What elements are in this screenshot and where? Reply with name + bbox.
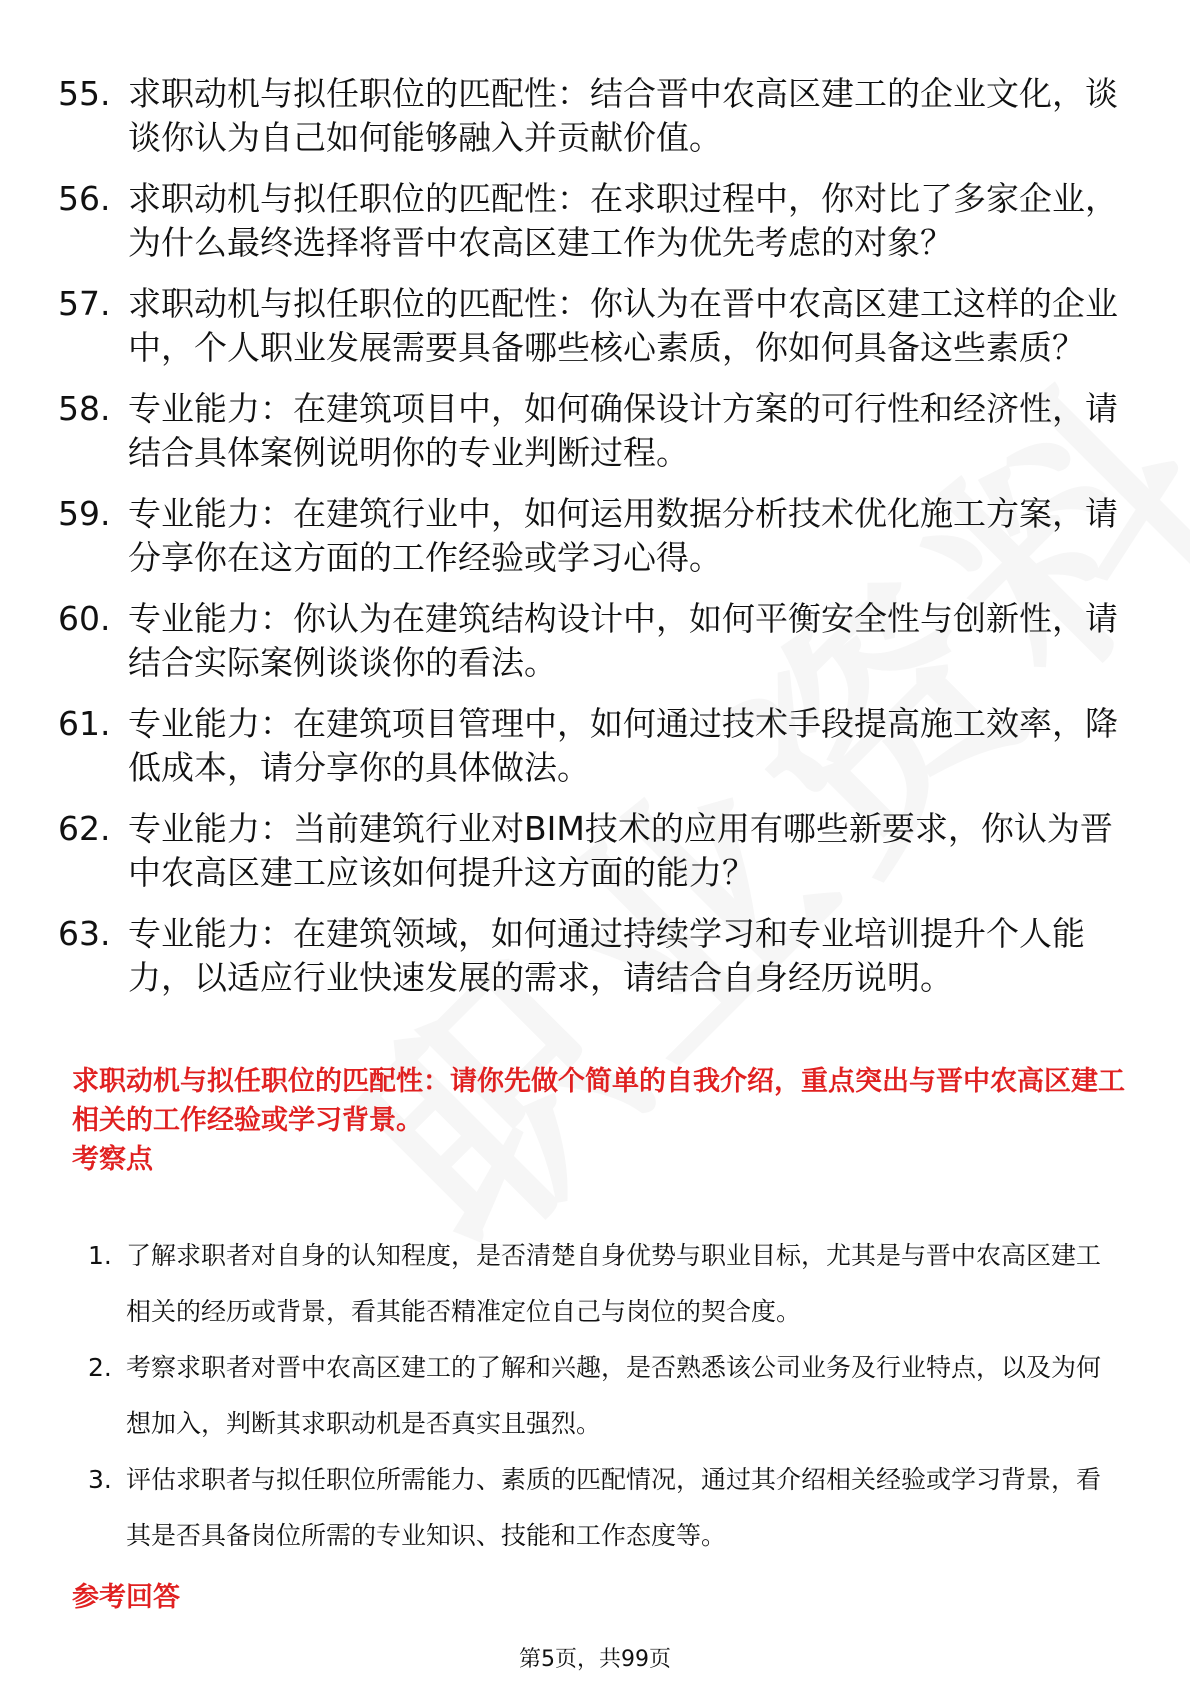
list-item <box>58 72 1118 160</box>
question-number: 56. <box>58 179 111 218</box>
exam-points-heading: 考察点 <box>72 1144 153 1175</box>
question-number: 59. <box>58 494 111 533</box>
question-text: 求职动机与拟任职位的匹配性：结合晋中农高区建工的企业文化，谈谈你认为自己如何能够融入并贡献价值。 <box>128 74 1118 157</box>
list-item <box>58 807 1118 895</box>
question-text: 专业能力：在建筑行业中，如何运用数据分析技术优化施工方案，请分享你在这方面的工作经验或学习心得。 <box>128 494 1118 577</box>
point-number: 1. <box>88 1241 112 1270</box>
point-number: 3. <box>88 1465 112 1494</box>
list-item <box>72 1340 1122 1452</box>
point-text: 考察求职者对晋中农高区建工的了解和兴趣，是否熟悉该公司业务及行业特点，以及为何想加入，判断其求职动机是否真实且强烈。 <box>126 1353 1102 1438</box>
question-number: 62. <box>58 809 111 848</box>
question-number: 57. <box>58 284 111 323</box>
page-footer: 第5页，共99页 <box>519 1647 671 1672</box>
list-item <box>72 1452 1122 1564</box>
question-number: 58. <box>58 389 111 428</box>
point-text: 评估求职者与拟任职位所需能力、素质的匹配情况，通过其介绍相关经验或学习背景，看其是否具备岗位所需的专业知识、技能和工作态度等。 <box>126 1465 1102 1550</box>
list-item <box>58 387 1118 475</box>
list-item <box>58 597 1118 685</box>
list-item <box>58 177 1118 265</box>
list-item <box>72 1228 1122 1340</box>
question-number: 60. <box>58 599 111 638</box>
point-number: 2. <box>88 1353 112 1382</box>
list-item <box>58 702 1118 790</box>
question-number: 63. <box>58 914 111 953</box>
question-text: 求职动机与拟任职位的匹配性：在求职过程中，你对比了多家企业，为什么最终选择将晋中农高区建工作为优先考虑的对象？ <box>128 179 1118 262</box>
question-text: 专业能力：在建筑项目中，如何确保设计方案的可行性和经济性，请结合具体案例说明你的专业判断过程。 <box>128 389 1118 472</box>
reference-answer-heading: 参考回答 <box>72 1582 180 1613</box>
question-text: 专业能力：在建筑领域，如何通过持续学习和专业培训提升个人能力，以适应行业快速发展的需求，请结合自身经历说明。 <box>128 914 1085 997</box>
question-text: 专业能力：你认为在建筑结构设计中，如何平衡安全性与创新性，请结合实际案例谈谈你的看法。 <box>128 599 1118 682</box>
question-number: 61. <box>58 704 111 743</box>
question-list <box>58 72 1118 1017</box>
point-text: 了解求职者对自身的认知程度，是否清楚自身优势与职业目标，尤其是与晋中农高区建工相关的经历或背景，看其能否精准定位自己与岗位的契合度。 <box>126 1241 1102 1326</box>
question-number: 55. <box>58 74 111 113</box>
question-text: 专业能力：当前建筑行业对BIM技术的应用有哪些新要求，你认为晋中农高区建工应该如何提升这方面的能力？ <box>128 809 1113 892</box>
question-text: 专业能力：在建筑项目管理中，如何通过技术手段提高施工效率，降低成本，请分享你的具体做法。 <box>128 704 1118 787</box>
question-text: 求职动机与拟任职位的匹配性：你认为在晋中农高区建工这样的企业中，个人职业发展需要具备哪些核心素质，你如何具备这些素质？ <box>128 284 1118 367</box>
list-item <box>58 492 1118 580</box>
focus-question-title: 求职动机与拟任职位的匹配性：请你先做个简单的自我介绍，重点突出与晋中农高区建工相关的工作经验或学习背景。 <box>72 1066 1125 1136</box>
list-item <box>58 912 1118 1000</box>
exam-points-list <box>72 1228 1122 1564</box>
list-item <box>58 282 1118 370</box>
